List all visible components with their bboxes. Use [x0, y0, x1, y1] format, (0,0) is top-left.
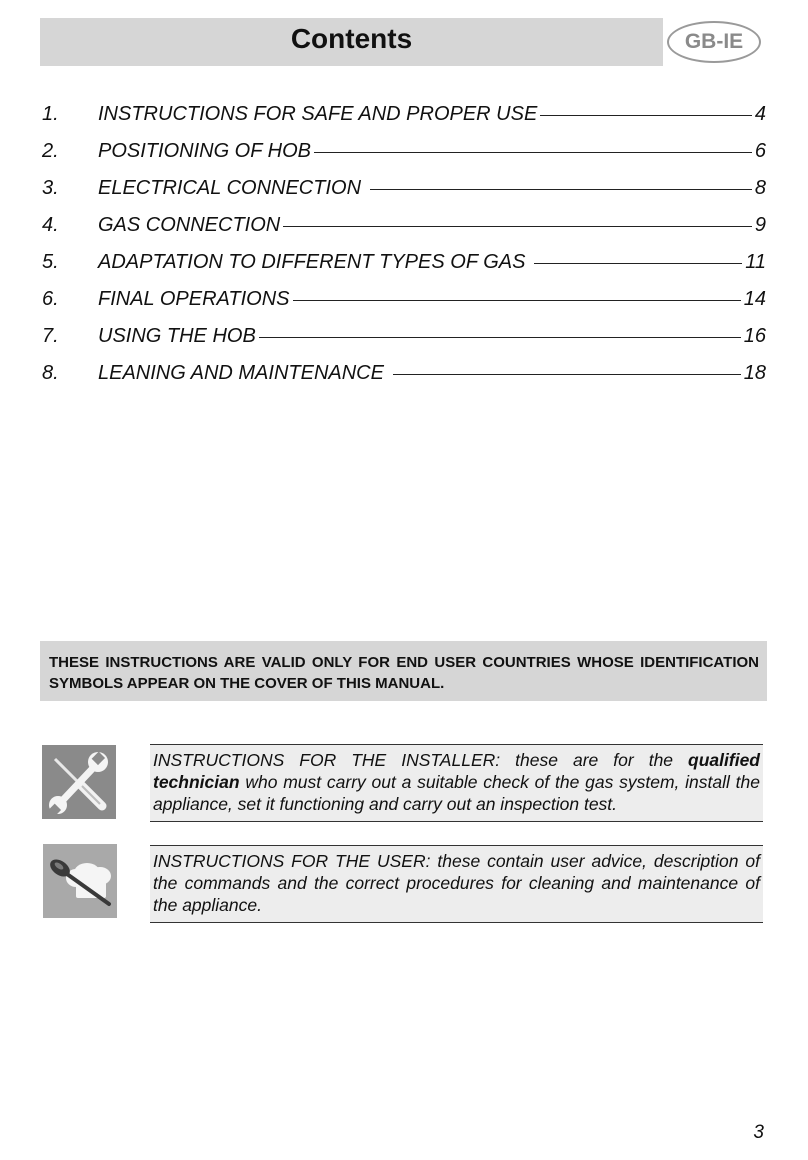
installer-text-end: who must carry out a suitable check of the gas system, install the appliance, set it functioning and carry out an inspection test. [153, 772, 760, 814]
toc-leader-line [259, 337, 741, 338]
toc-entry[interactable] [42, 96, 766, 133]
toc-entry-number: 5. [42, 251, 59, 273]
table-of-contents [42, 96, 766, 392]
toc-entry-number: 1. [42, 103, 59, 125]
page-number: 3 [753, 1122, 764, 1143]
toc-entry-page: 6 [754, 140, 766, 162]
toc-entry-number: 3. [42, 177, 59, 199]
toc-entry-title: USING THE HOB [98, 325, 256, 347]
installer-instructions [150, 744, 763, 822]
toc-entry[interactable] [42, 318, 766, 355]
toc-entry-page: 16 [743, 325, 766, 347]
toc-entry-title: GAS CONNECTION [98, 214, 281, 236]
toc-entry-page: 9 [754, 214, 766, 236]
toc-entry-number: 4. [42, 214, 59, 236]
toc-entry[interactable] [42, 133, 766, 170]
toc-entry-title: LEANING AND MAINTENANCE [98, 362, 390, 384]
toc-entry-title: FINAL OPERATIONS [98, 288, 290, 310]
installer-text-start: INSTRUCTIONS FOR THE INSTALLER: these are for the [153, 750, 689, 770]
chef-spoon-icon [43, 844, 117, 918]
toc-entry-number: 7. [42, 325, 59, 347]
toc-entry-number: 2. [42, 140, 59, 162]
installer-text-emphasis: qualified technician [153, 750, 760, 792]
validity-notice: THESE INSTRUCTIONS ARE VALID ONLY FOR END USER COUNTRIES WHOSE IDENTIFICATION SYMBOLS APPEAR ON THE COVER OF THIS MANUAL. [40, 641, 767, 701]
region-badge: GB-IE [667, 21, 761, 63]
toc-entry[interactable] [42, 281, 766, 318]
toc-entry-page: 14 [743, 288, 766, 310]
toc-entry-number: 6. [42, 288, 59, 310]
toc-entry[interactable] [42, 355, 766, 392]
toc-leader-line [314, 152, 752, 153]
toc-leader-line [293, 300, 741, 301]
wrench-screwdriver-icon [42, 745, 116, 819]
toc-entry-page: 11 [745, 251, 766, 273]
toc-entry-page: 4 [754, 103, 766, 125]
toc-leader-line [534, 263, 742, 264]
toc-entry[interactable] [42, 170, 766, 207]
toc-entry-title: POSITIONING OF HOB [98, 140, 311, 162]
toc-leader-line [370, 189, 752, 190]
toc-entry-title: INSTRUCTIONS FOR SAFE AND PROPER USE [98, 103, 538, 125]
page-title: Contents [290, 23, 413, 54]
toc-entry-title: ADAPTATION TO DIFFERENT TYPES OF GAS [98, 251, 532, 273]
toc-leader-line [540, 115, 752, 116]
toc-entry-number: 8. [42, 362, 59, 384]
toc-entry-page: 18 [743, 362, 766, 384]
toc-entry-title: ELECTRICAL CONNECTION [98, 177, 367, 199]
user-instructions: INSTRUCTIONS FOR THE USER: these contain user advice, description of the commands and the correct procedures for cleaning and maintenance of the appliance. [150, 845, 763, 923]
toc-leader-line [393, 374, 741, 375]
toc-entry-page: 8 [754, 177, 766, 199]
toc-entry[interactable] [42, 207, 766, 244]
toc-entry[interactable] [42, 244, 766, 281]
toc-leader-line [283, 226, 752, 227]
